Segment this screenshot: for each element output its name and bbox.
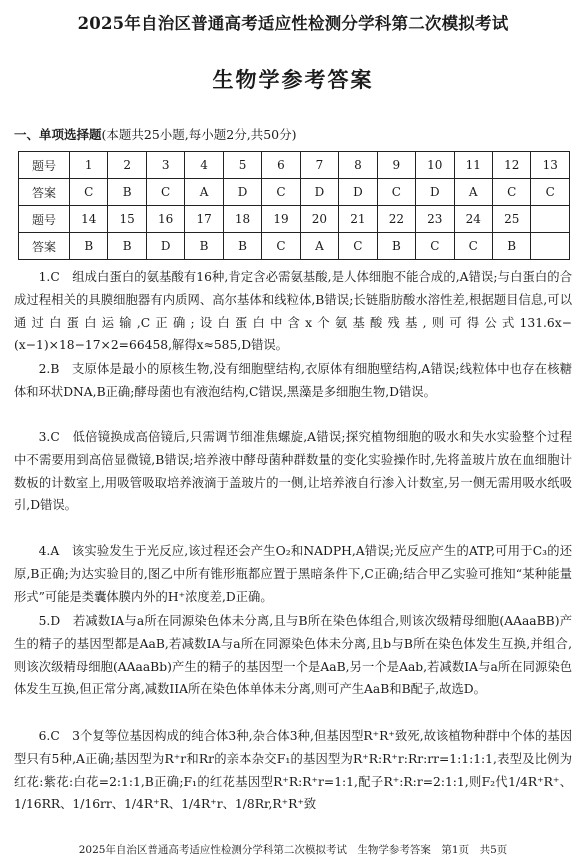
document-subtitle: 生物学参考答案 xyxy=(212,67,374,92)
table-cell: D xyxy=(416,179,454,206)
table-cell xyxy=(531,233,570,260)
section-heading xyxy=(14,125,296,143)
table-cell: C xyxy=(416,233,454,260)
table-cell: C xyxy=(339,233,377,260)
table-cell: 10 xyxy=(416,152,454,179)
table-cell: 24 xyxy=(454,206,492,233)
explanation-q5: 5.D 若减数IA与a所在同源染色体未分离,且与B所在染色体组合,则该次级精母细胞(AAaaBB)产生的精子的基因型都是AaB,若减数IA与a所在同源染色体未分离,且b与B所在染色体发生互换,并组合,则该次级精母细胞(AAaaBb)产生的精子的基因型一个是AaB,另一个是Aab,若减数IA与a所在同源染色体发生互换,但正常分离,减数IIA所在染色体单体未分离,则可产生AaB和B配子,故选D。 xyxy=(14,614,572,697)
row-label: 题号 xyxy=(19,206,70,233)
row-label: 答案 xyxy=(19,233,70,260)
answer-table xyxy=(18,151,570,260)
table-cell: C xyxy=(146,179,184,206)
explanation-q3: 3.C 低倍镜换成高倍镜后,只需调节细准焦螺旋,A错误;探究植物细胞的吸水和失水实验整个过程中不需要用到高倍显微镜,B错误;培养液中酵母菌种群数量的变化实验操作时,先将盖玻片放在血细胞计数板的计数室上,用吸管吸取培养液滴于盖玻片的一侧,让培养液自行渗入计数室,另一侧无需用吸水纸吸引,D错误。 xyxy=(14,430,572,513)
table-cell: B xyxy=(108,233,146,260)
row-label: 题号 xyxy=(19,152,70,179)
table-cell: A xyxy=(454,179,492,206)
table-cell: 17 xyxy=(185,206,223,233)
table-cell: C xyxy=(492,179,530,206)
table-cell: D xyxy=(223,179,261,206)
table-row xyxy=(19,206,570,233)
exam-title: 2025年自治区普通高考适应性检测分学科第二次模拟考试 xyxy=(77,14,509,33)
page-footer: 2025年自治区普通高考适应性检测分学科第二次模拟考试 生物学参考答案 第1页 共5页 xyxy=(78,844,508,856)
explanation-q1: 1.C 组成白蛋白的氨基酸有16种,肯定含必需氨基酸,是人体细胞不能合成的,A错误;与白蛋白的合成过程相关的具膜细胞器有内质网、高尔基体和线粒体,B错误;长链脂肪酸水溶性差,根据题目信息,可以通过白蛋白运输,C正确;设白蛋白中含x个氨基酸残基,则可得公式131.6x−(x−1)×18−17×2=66458,解得x≈585,D错误。 xyxy=(14,270,572,353)
table-cell: A xyxy=(185,179,223,206)
table-cell: 21 xyxy=(339,206,377,233)
table-cell: 3 xyxy=(146,152,184,179)
table-cell: C xyxy=(262,233,300,260)
table-cell: C xyxy=(454,233,492,260)
table-cell: 8 xyxy=(339,152,377,179)
table-cell: 18 xyxy=(223,206,261,233)
table-cell: 6 xyxy=(262,152,300,179)
table-cell: 4 xyxy=(185,152,223,179)
explanation-q6: 6.C 3个复等位基因构成的纯合体3种,杂合体3种,但基因型R⁺R⁺致死,故该植物种群中个体的基因型只有5种,A正确;基因型为R⁺r和Rr的亲本杂交F₁的基因型为R⁺R:R⁺r:Rr:rr=1:1:1:1,表型及比例为红花:紫花:白花=2:1:1,B正确;F₁的红花基因型R⁺R:R⁺r=1:1,配子R⁺:R:r=2:1:1,则F₂代1/4R⁺R⁺、1/16RR、1/16rr、1/4R⁺R、1/4R⁺r、1/8Rr,R⁺R⁺致 xyxy=(14,729,572,812)
table-cell: 14 xyxy=(70,206,108,233)
table-cell: 23 xyxy=(416,206,454,233)
table-row xyxy=(19,152,570,179)
table-cell: D xyxy=(339,179,377,206)
table-cell xyxy=(531,206,570,233)
table-cell: D xyxy=(300,179,338,206)
table-cell: B xyxy=(377,233,415,260)
table-cell: 7 xyxy=(300,152,338,179)
table-row xyxy=(19,179,570,206)
table-cell: 20 xyxy=(300,206,338,233)
table-cell: 13 xyxy=(531,152,570,179)
section-label: 一、单项选择题 xyxy=(14,127,102,142)
table-cell: 19 xyxy=(262,206,300,233)
table-row xyxy=(19,233,570,260)
section-note: (本题共25小题,每小题2分,共50分) xyxy=(101,127,297,142)
table-cell: 2 xyxy=(108,152,146,179)
table-cell: C xyxy=(70,179,108,206)
table-cell: 12 xyxy=(492,152,530,179)
table-cell: B xyxy=(492,233,530,260)
row-label: 答案 xyxy=(19,179,70,206)
table-cell: 22 xyxy=(377,206,415,233)
table-cell: A xyxy=(300,233,338,260)
explanation-q4: 4.A 该实验发生于光反应,该过程还会产生O₂和NADPH,A错误;光反应产生的ATP,可用于C₃的还原,B正确;为达实验目的,图乙中所有锥形瓶都应置于黑暗条件下,C正确;结合甲乙实验可推知“某种能量形式”可能是类囊体膜内外的H⁺浓度差,D正确。 xyxy=(14,544,572,604)
table-cell: C xyxy=(262,179,300,206)
table-cell: B xyxy=(70,233,108,260)
table-cell: C xyxy=(377,179,415,206)
table-cell: 16 xyxy=(146,206,184,233)
table-cell: 5 xyxy=(223,152,261,179)
table-cell: C xyxy=(531,179,570,206)
table-cell: 1 xyxy=(70,152,108,179)
table-cell: 9 xyxy=(377,152,415,179)
table-cell: B xyxy=(108,179,146,206)
table-cell: 25 xyxy=(492,206,530,233)
explanation-q2: 2.B 支原体是最小的原核生物,没有细胞壁结构,衣原体有细胞壁结构,A错误;线粒体中也存在核糖体和环状DNA,B正确;酵母菌也有液泡结构,C错误,黑藻是多细胞生物,D错误。 xyxy=(14,362,572,399)
table-cell: B xyxy=(185,233,223,260)
table-cell: B xyxy=(223,233,261,260)
table-cell: D xyxy=(146,233,184,260)
table-cell: 15 xyxy=(108,206,146,233)
table-cell: 11 xyxy=(454,152,492,179)
